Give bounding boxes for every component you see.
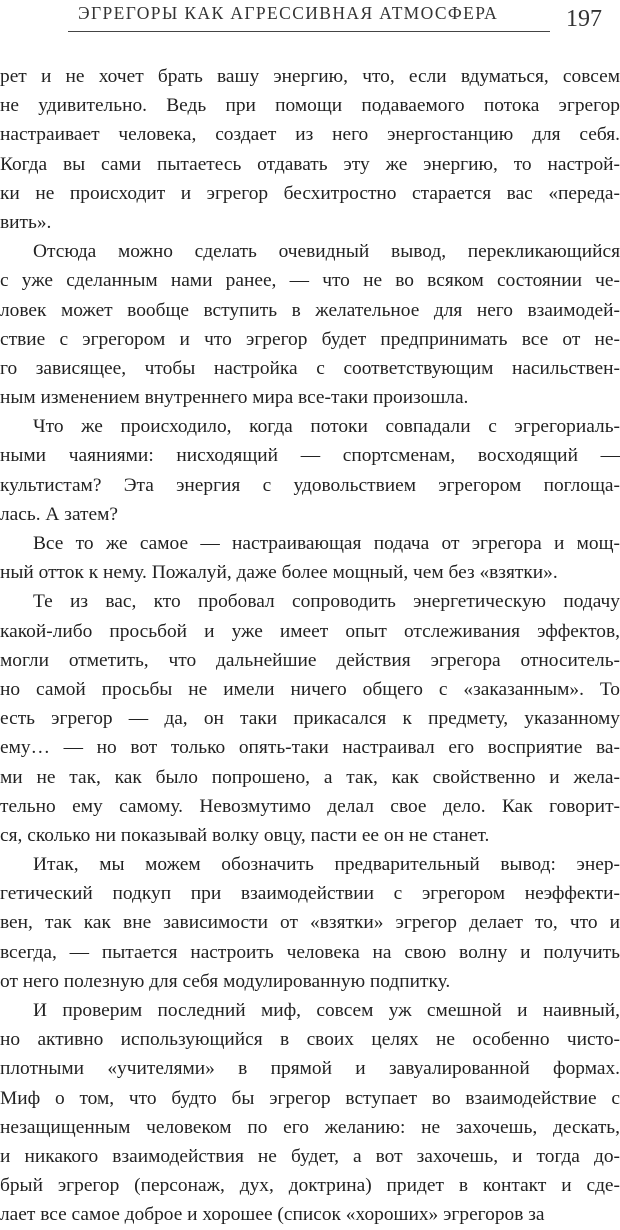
text-line: Итак, мы можем обозначить предварительный вывод: энер- — [33, 854, 620, 876]
text-line: Когда вы сами пытаетесь отдавать эту же энергию, то настрой- — [0, 153, 620, 175]
text-line: ему… — но вот только опять-таки настраивал его восприятие ва- — [0, 737, 620, 759]
text-line: с уже сделанным нами ранее, — что не во всяком состоянии че- — [0, 270, 620, 292]
text-line: Миф о том, что будто бы эгрегор вступает во взаимодействие с — [0, 1087, 620, 1109]
text-line: лает все самое доброе и хорошее (список «хороших» эгрегоров за — [0, 1204, 545, 1226]
text-line: не удивительно. Ведь при помощи подаваемого потока эгрегор — [0, 95, 620, 117]
text-line: вен, так как вне зависимости от «взятки» эгрегор делает то, что и — [0, 912, 620, 934]
text-line: ми не так, как было попрошено, а так, как свойственно и жела- — [0, 766, 620, 788]
text-line: Все то же самое — настраивающая подача от эгрегора и мощ- — [33, 533, 620, 554]
text-line: есть эгрегор — да, он таки прикасался к предмету, указанному — [0, 708, 620, 730]
running-head-title: ЭГРЕГОРЫ КАК АГРЕССИВНАЯ АТМОСФЕРА — [78, 3, 499, 23]
text-line: тельно ему самому. Невозмутимо делал свое дело. Как говорит- — [0, 795, 620, 817]
text-line: гетический подкуп при взаимодействии с эгрегором неэффекти- — [0, 883, 620, 905]
text-line: вить». — [0, 211, 52, 233]
running-head — [0, 0, 620, 40]
text-line: плотными «учителями» в прямой и завуалированной формах. — [0, 1058, 620, 1080]
text-line: ный отток к нему. Пожалуй, даже более мощный, чем без «взятки». — [0, 562, 558, 584]
text-line: И проверим последний миф, совсем уж смешной и наивный, — [33, 1000, 620, 1021]
text-line: Что же происходило, когда потоки совпадали с эгрегориаль- — [33, 416, 620, 438]
paragraph — [0, 587, 620, 850]
text-line: но самой просьбы не имели ничего общего с «заказанным». То — [0, 678, 620, 700]
text-line: и никакого взаимодействия не будет, а вот захочешь, и тогда до- — [0, 1145, 620, 1167]
text-line: Те из вас, кто пробовал сопроводить энергетическую подачу — [33, 591, 620, 613]
body-text — [0, 62, 620, 1230]
text-line: ствие с эгрегором и что эгрегор будет предпринимать все от не- — [0, 328, 620, 350]
text-line: незащищенным человеком по его желанию: не захочешь, дескать, — [0, 1116, 620, 1138]
page-number: 197 — [566, 6, 602, 32]
text-line: но активно использующийся в своих целях не особенно чисто- — [0, 1029, 620, 1051]
text-line: какой-либо просьбой и уже имеет опыт отслеживания эффектов, — [0, 620, 620, 642]
text-line: брый эгрегор (персонаж, дух, доктрина) придет в контакт и сде- — [0, 1175, 620, 1197]
text-line: лась. А затем? — [0, 503, 119, 525]
text-line: ным изменением внутреннего мира все-таки произошла. — [0, 387, 469, 409]
running-head-rule — [68, 31, 550, 32]
paragraph — [0, 237, 620, 412]
paragraph — [0, 850, 620, 996]
text-line: могли отметить, что дальнейшие действия эгрегора относитель- — [0, 649, 620, 671]
paragraph — [0, 62, 620, 237]
text-line: го зависящее, чтобы настройка с соответствующим насильствен- — [0, 357, 620, 379]
text-line: Отсюда можно сделать очевидный вывод, перекликающийся — [33, 241, 620, 263]
text-line: ки не происходит и эгрегор бесхитростно старается вас «переда- — [0, 182, 620, 204]
text-line: всегда, — пытается настроить человека на свою волну и получить — [0, 941, 620, 963]
text-line: настраивает человека, создает из него энергостанцию для себя. — [0, 124, 620, 146]
paragraph — [0, 412, 620, 529]
paragraph — [0, 529, 620, 587]
text-line: ловек может вообще вступить в желательное для него взаимодей- — [0, 299, 620, 321]
text-line: рет и не хочет брать вашу энергию, что, если вдуматься, совсем — [0, 66, 620, 87]
text-line: культистам? Эта энергия с удовольствием эгрегором поглоща- — [0, 474, 620, 496]
text-line: ными чаяниями: нисходящий — спортсменам, восходящий — — [0, 445, 620, 467]
text-line: от него полезную для себя модулированную подпитку. — [0, 970, 451, 992]
paragraph — [0, 996, 620, 1230]
text-line: ся, сколько ни показывай волку овцу, пасти ее он не станет. — [0, 824, 490, 846]
